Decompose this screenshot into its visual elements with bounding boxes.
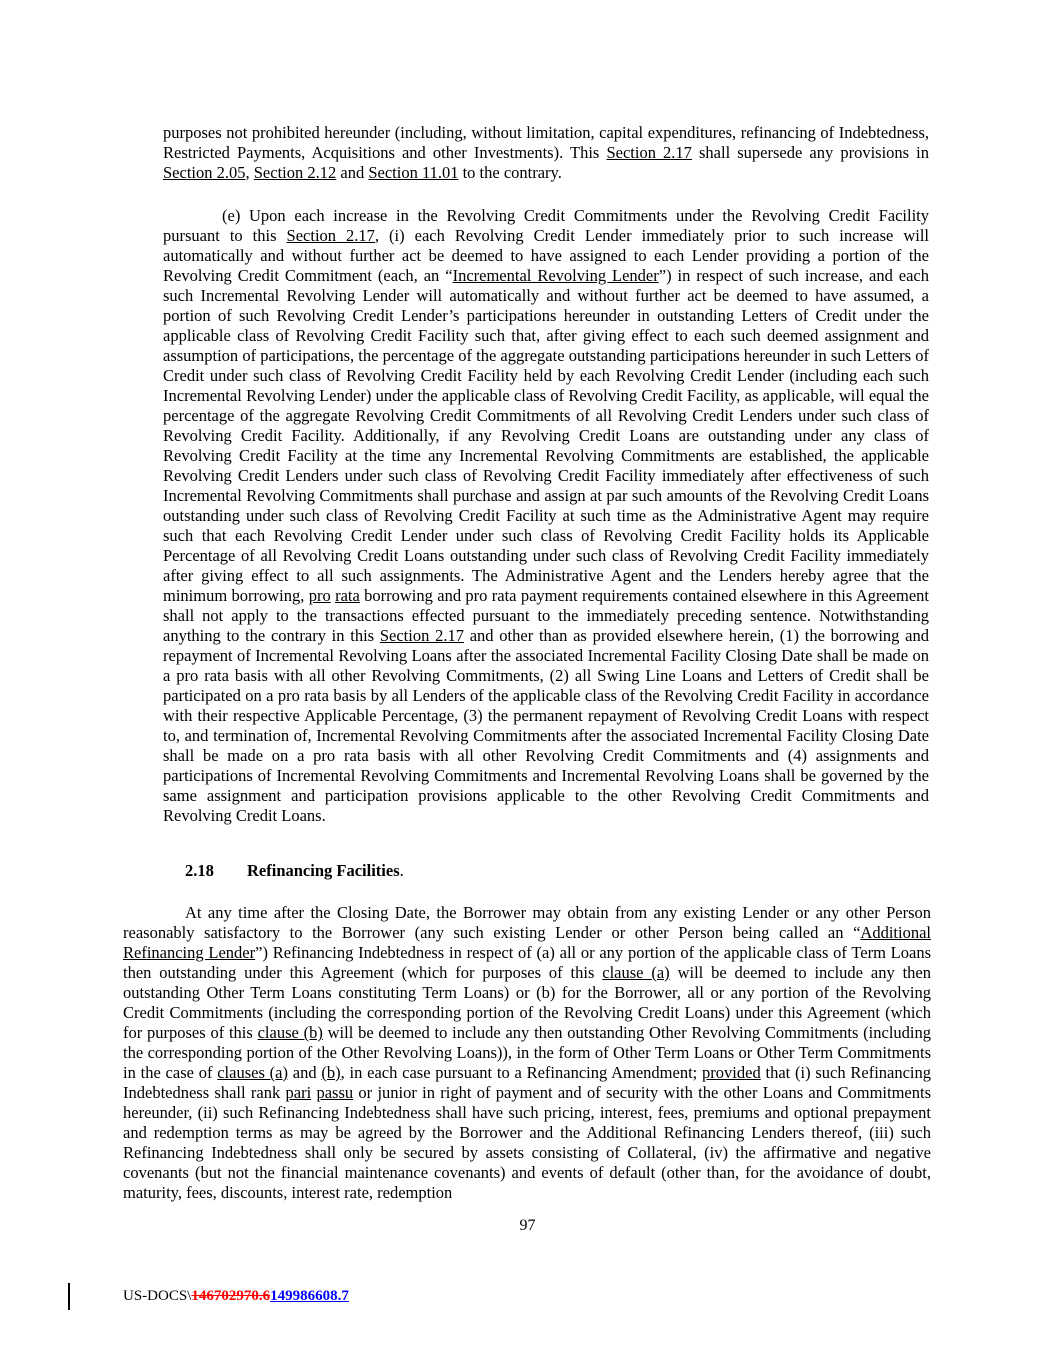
paragraph-2-18: At any time after the Closing Date, the Borrower may obtain from any existing Lender or any other Person reasonably satisfactory to the Borrower (any such existing Lender or other Person being called an “Additional Refinancing Lender”) Refinancing Indebtedness in respect of (a) all or any portion of the applicable class of Term Loans then outstanding under this Agreement (which for purposes of this clause (a) will be deemed to include any then outstanding Other Term Loans constituting Term Loans) or (b) for the Borrower, all or any portion of the Revolving Credit Commitments (including the corresponding portion of the Revolving Credit Loans) under this Agreement (which for purposes of this clause (b) will be deemed to include any then outstanding Other Revolving Commitments (including the corresponding portion of the Other Revolving Loans)), in the form of Other Term Loans or Other Term Commitments in the case of clauses (a) and (b), in each case pursuant to a Refinancing Amendment; provided that (i) such Refinancing Indebtedness shall rank pari passu or junior in right of payment and of security with the other Loans and Commitments hereunder, (ii) such Refinancing Indebtedness shall have such pricing, interest, fees, premiums and optional prepayment and redemption terms as may be agreed by the Borrower and the Additional Refinancing Lenders thereof, (iii) such Refinancing Indebtedness shall only be secured by assets consisting of Collateral, (iv) the affirmative and negative covenants (but not the financial maintenance covenants) and events of default (other than, for the avoidance of doubt, maturity, fees, discounts, interest rate, redemption [123, 903, 932, 1202]
section-title-period: . [399, 861, 404, 880]
section-number: 2.18 [185, 861, 214, 880]
section-title: Refinancing Facilities [247, 861, 400, 880]
page-number: 97 [519, 1217, 536, 1234]
section-2-17-block [163, 123, 929, 826]
footer-doc-id [123, 1286, 349, 1306]
paragraph-2-17-continuation: purposes not prohibited hereunder (including, without limitation, capital expenditures, refinancing of Indebtedness, Restricted Payments, Acquisitions and other Investments). This Section 2.17 shall supersede any provisions in Section 2.05, Section 2.12 and Section 11.01 to the contrary. [163, 123, 930, 182]
paragraph-2-17-e: (e) Upon each increase in the Revolving Credit Commitments under the Revolving Credit Facility pursuant to this Section 2.17, (i) each Revolving Credit Lender immediately prior to such increase will automatically and without further act be deemed to have assigned to each Lender providing a portion of the Revolving Credit Commitment (each, an “Incremental Revolving Lender”) in respect of such increase, and each such Incremental Revolving Lender will automatically and without further act be deemed to have assumed, a portion of such Revolving Credit Lender’s participations hereunder in outstanding Letters of Credit under the applicable class of Revolving Credit Facility such that, after giving effect to each such deemed assignment and assumption of participations, the percentage of the aggregate outstanding participations hereunder in such Letters of Credit under such class of Revolving Credit Facility held by each Revolving Credit Lender (including each such Incremental Revolving Lender) under the applicable class of Revolving Credit Facility, as applicable, will equal the percentage of the aggregate Revolving Credit Commitments of all Revolving Credit Lenders under such class of Revolving Credit Facility. Additionally, if any Revolving Credit Loans are outstanding under any class of Revolving Credit Facility at the time any Incremental Revolving Commitments are established, the applicable Revolving Credit Lenders under such class of Revolving Credit Facility immediately after effectiveness of such Incremental Revolving Commitments shall purchase and assign at par such amounts of the Revolving Credit Loans outstanding under such class of Revolving Credit Facility at such time as the Administrative Agent may require such that each Revolving Credit Lender under such class of Revolving Credit Facility holds its Applicable Percentage of all Revolving Credit Loans outstanding under such class of Revolving Credit Facility immediately after giving effect to all such assignments. The Administrative Agent and the Lenders hereby agree that the minimum borrowing, pro rata borrowing and pro rata payment requirements contained elsewhere in this Agreement shall not apply to the transactions effected pursuant to the immediately preceding sentence. Notwithstanding anything to the contrary in this Section 2.17 and other than as provided elsewhere herein, (1) the borrowing and repayment of Incremental Revolving Loans after the associated Incremental Facility Closing Date shall be made on a pro rata basis with all other Revolving Commitments, (2) all Swing Line Loans and Letters of Credit shall be participated on a pro rata basis by all Lenders of the applicable class of the Revolving Credit Facility in accordance with their respective Applicable Percentage, (3) the permanent repayment of Revolving Credit Loans with respect to, and termination of, Incremental Revolving Commitments after the associated Incremental Facility Closing Date shall be made on a pro rata basis with all other Revolving Credit Commitments and (4) assignments and participations of Incremental Revolving Commitments and Incremental Revolving Loans shall be governed by the same assignment and participation provisions applicable to the other Revolving Credit Commitments and Revolving Credit Loans. [163, 206, 929, 825]
footer-doc-id-prefix: US-DOCS\ [123, 1288, 192, 1304]
footer-doc-id-deleted: 146702970.6 [191, 1288, 271, 1304]
revision-change-bar [68, 1283, 70, 1310]
footer-doc-id-inserted: 149986608.7 [270, 1288, 349, 1304]
section-2-18-block [123, 903, 931, 1203]
section-heading-2-18 [185, 861, 404, 881]
